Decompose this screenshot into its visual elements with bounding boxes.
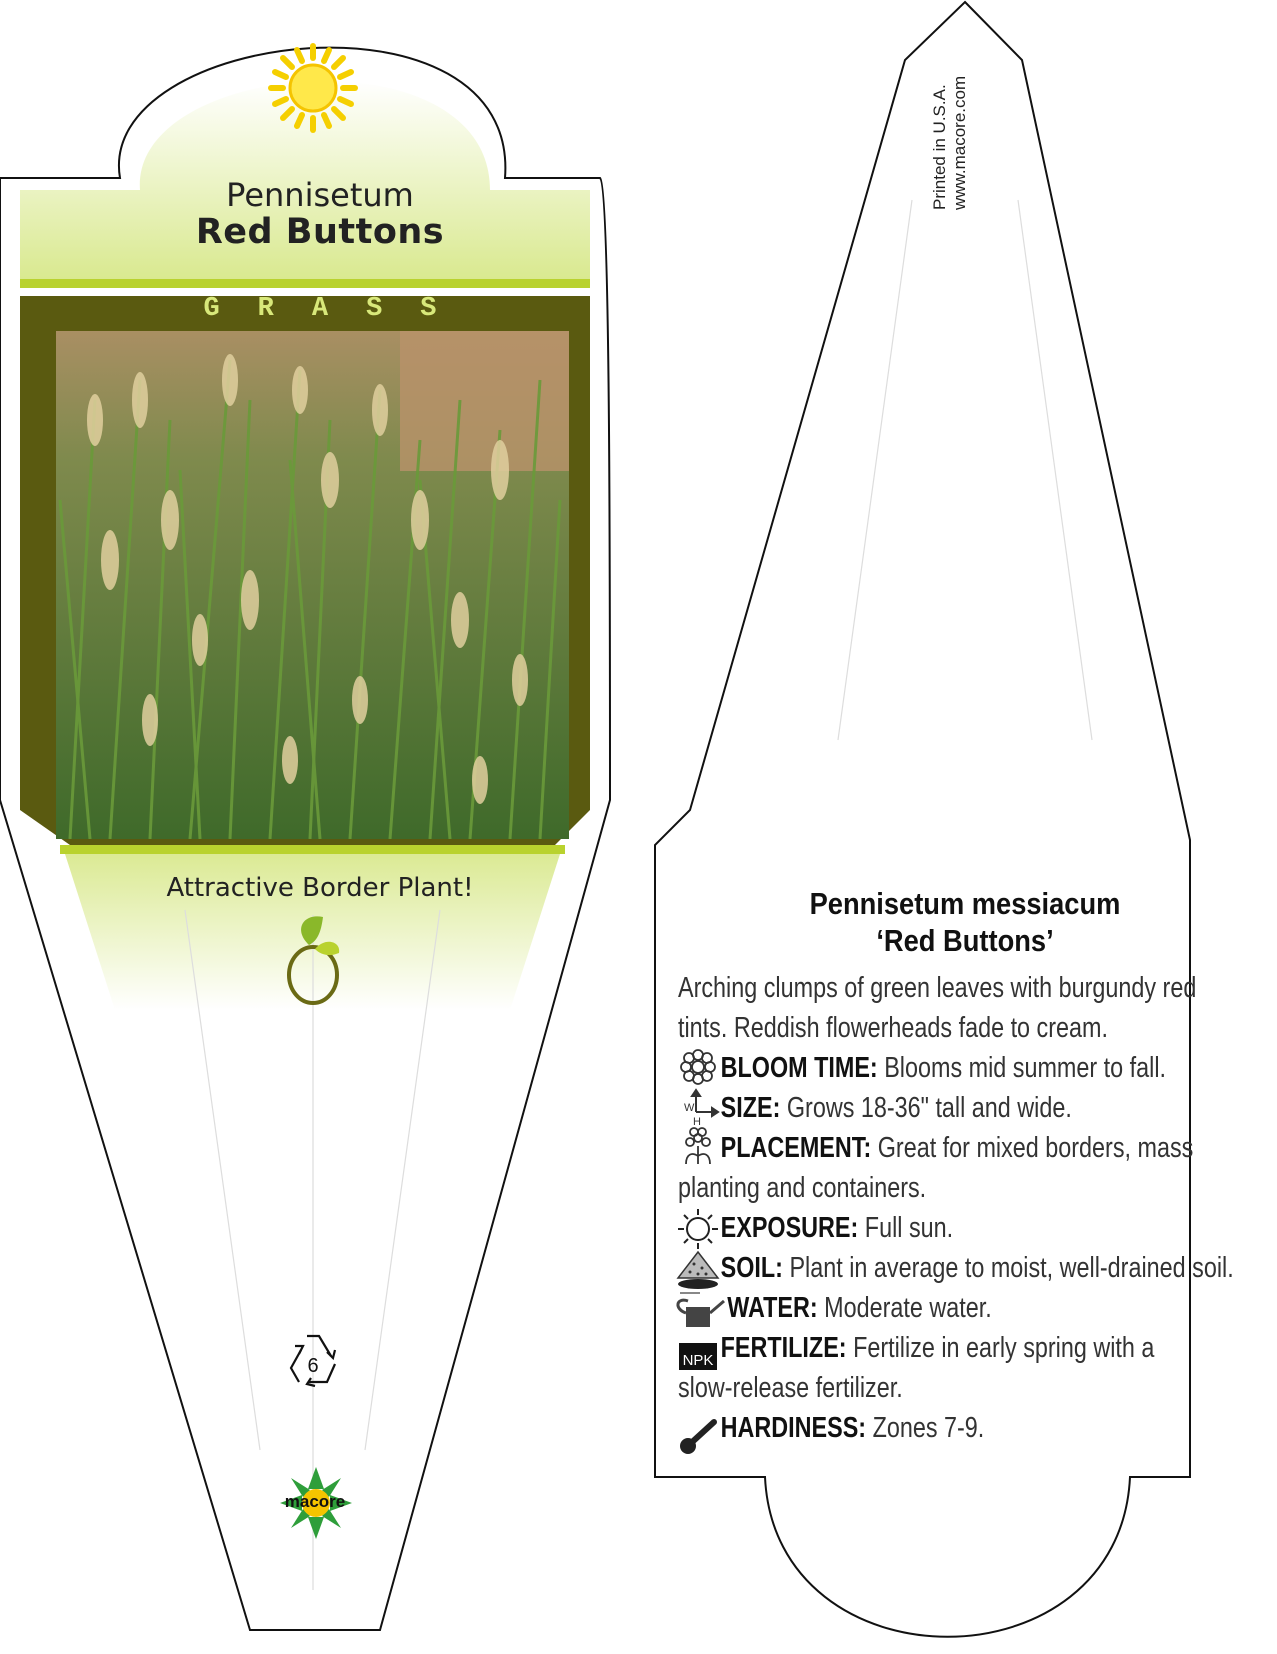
bloom-time-text: Blooms mid summer to fall. [877,1052,1167,1084]
water-label: WATER: [727,1292,818,1324]
exposure-row [678,1208,1154,1248]
bloom-time-label: BLOOM TIME: [720,1052,878,1084]
printed-line-1: Printed in U.S.A. [930,84,949,210]
placement-label: PLACEMENT: [720,1132,872,1164]
exposure-label: EXPOSURE: [720,1212,859,1244]
soil-label: SOIL: [720,1252,783,1284]
tagline: Attractive Border Plant! [166,873,474,903]
fertilize-label: FERTILIZE: [720,1332,847,1364]
exposure-text: Full sun. [858,1212,954,1244]
category-label: GRASS [203,294,475,324]
hardiness-label: HARDINESS: [720,1412,867,1444]
fertilize-row [678,1328,1154,1368]
common-name: Pennisetum [226,176,414,214]
printed-credit [930,40,970,210]
sun-icon [271,46,355,130]
placement-text: Great for mixed borders, mass [871,1132,1194,1164]
front-band-top [20,279,590,288]
soil-text: Plant in average to moist, well-drained soil. [782,1252,1234,1284]
size-label: SIZE: [720,1092,781,1124]
printed-url: www.macore.com [950,75,969,210]
soil-row [678,1248,1234,1288]
hardiness-row [678,1408,1154,1448]
fertilize-row-2: slow-release fertilizer. [678,1372,903,1404]
botanical-name-line1: Pennisetum messiacum [809,886,1121,921]
brand-logo-text: macore [284,1492,346,1511]
botanical-name-line2: ‘Red Buttons’ [876,923,1054,958]
placement-row-2: planting and containers. [678,1172,927,1204]
description-line-1: Arching clumps of green leaves with burgundy red [678,972,1197,1004]
front-band-bottom [60,845,565,854]
placement-row [678,1128,1194,1168]
npk-label: NPK [682,1352,714,1369]
recycle-code: 6 [307,1355,319,1377]
plant-photo [56,331,569,839]
description-line-2: tints. Reddish flowerheads fade to cream. [678,1012,1108,1044]
botanical-name [697,885,1234,959]
size-icon-h: H [693,1116,701,1128]
bloom-time-row [678,1048,1167,1088]
cultivar-name: Red Buttons [195,212,445,252]
water-row [678,1288,1154,1328]
size-icon-w: W [684,1102,695,1114]
fertilize-text: Fertilize in early spring with a [846,1332,1155,1364]
size-row [678,1088,1154,1128]
water-text: Moderate water. [817,1292,992,1324]
size-text: Grows 18-36" tall and wide. [780,1092,1072,1124]
hardiness-text: Zones 7-9. [866,1412,985,1444]
care-instructions [678,968,1234,1448]
